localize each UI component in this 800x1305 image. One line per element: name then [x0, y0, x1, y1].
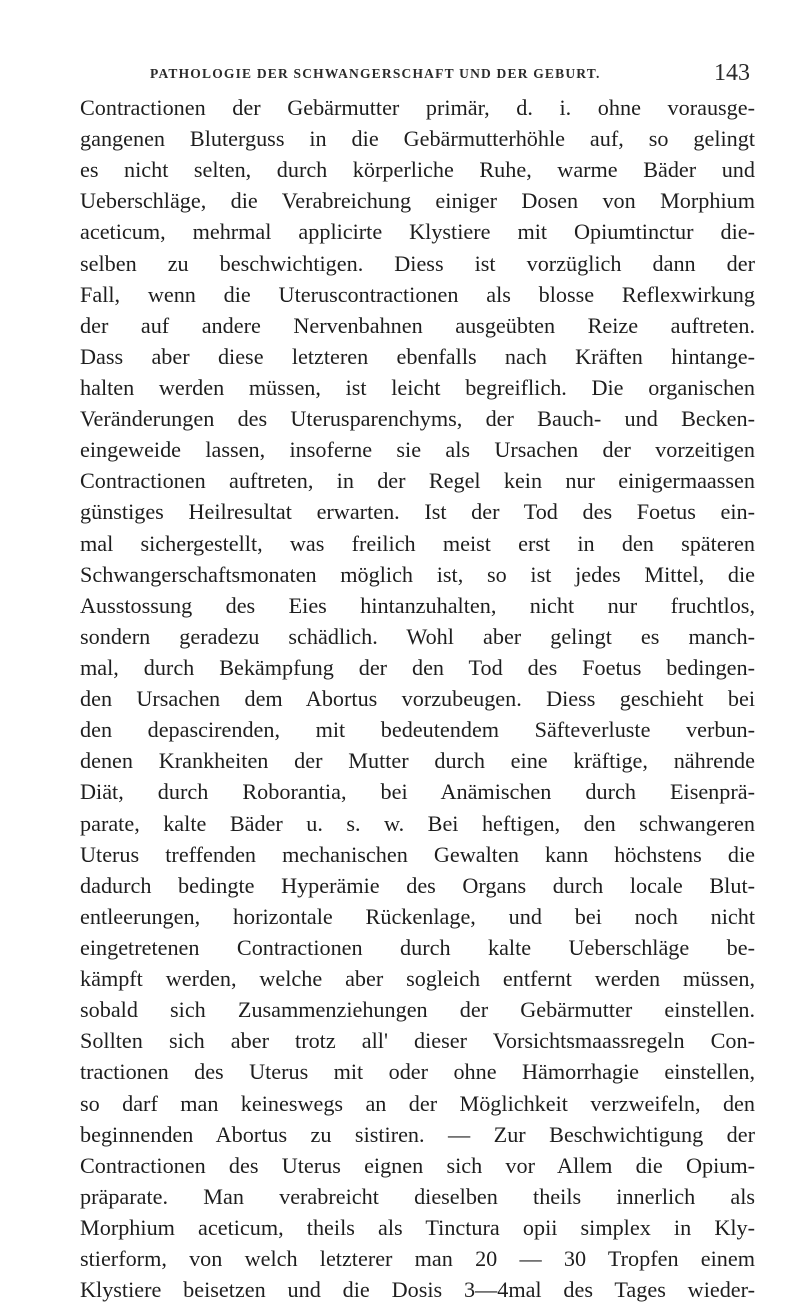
text-line: sobald sich Zusammenziehungen der Gebärmutter einstellen. [80, 997, 755, 1023]
text-line: tractionen des Uterus mit oder ohne Hämorrhagie einstellen, [80, 1059, 755, 1085]
text-line: Uterus treffenden mechanischen Gewalten kann höchstens die [80, 841, 755, 867]
text-line: Schwangerschaftsmonaten möglich ist, so ist jedes Mittel, die [80, 561, 755, 587]
page-header [150, 60, 750, 94]
text-line: günstiges Heilresultat erwarten. Ist der Tod des Foetus ein- [80, 499, 755, 525]
text-line: Fall, wenn die Uteruscontractionen als blosse Reflexwirkung [80, 281, 755, 307]
text-line: sondern geradezu schädlich. Wohl aber gelingt es manch- [80, 623, 755, 649]
text-line: dadurch bedingte Hyperämie des Organs durch locale Blut- [80, 872, 755, 898]
text-line: präparate. Man verabreicht dieselben theils innerlich als [80, 1183, 755, 1209]
text-line: mal sichergestellt, was freilich meist erst in den späteren [80, 530, 755, 556]
text-line: entleerungen, horizontale Rückenlage, und bei noch nicht [80, 903, 755, 929]
text-line: aceticum, mehrmal applicirte Klystiere mit Opiumtinctur die- [80, 219, 755, 245]
text-line: halten werden müssen, ist leicht begreiflich. Die organischen [80, 374, 755, 400]
text-line: beginnenden Abortus zu sistiren. — Zur Beschwichtigung der [80, 1121, 755, 1147]
text-line: Contractionen auftreten, in der Regel kein nur einigermaassen [80, 468, 755, 494]
text-line: den depascirenden, mit bedeutendem Säfteverluste verbun- [80, 717, 755, 743]
text-line: Contractionen der Gebärmutter primär, d. i. ohne vorausge- [80, 95, 755, 120]
text-line: parate, kalte Bäder u. s. w. Bei heftigen, den schwangeren [80, 810, 755, 836]
body-text [80, 92, 755, 1305]
text-line: Diät, durch Roborantia, bei Anämischen durch Eisenprä- [80, 779, 755, 805]
text-line: Klystiere beisetzen und die Dosis 3—4mal des Tages wieder- [80, 1277, 755, 1303]
text-line: Dass aber diese letzteren ebenfalls nach Kräften hintange- [80, 343, 755, 369]
page-number: 143 [714, 60, 750, 86]
text-line: denen Krankheiten der Mutter durch eine kräftige, nährende [80, 748, 755, 774]
text-line: Sollten sich aber trotz all' dieser Vorsichtsmaassregeln Con- [80, 1028, 755, 1054]
text-line: kämpft werden, welche aber sogleich entfernt werden müssen, [80, 966, 755, 992]
text-line: es nicht selten, durch körperliche Ruhe, warme Bäder und [80, 157, 755, 183]
text-line: Ueberschläge, die Verabreichung einiger Dosen von Morphium [80, 188, 755, 214]
text-line: mal, durch Bekämpfung der den Tod des Foetus bedingen- [80, 654, 755, 680]
text-line: Morphium aceticum, theils als Tinctura opii simplex in Kly- [80, 1214, 755, 1240]
text-line: der auf andere Nervenbahnen ausgeübten Reize auftreten. [80, 312, 755, 338]
text-line: Contractionen des Uterus eignen sich vor Allem die Opium- [80, 1152, 755, 1178]
text-line: Ausstossung des Eies hintanzuhalten, nicht nur fruchtlos, [80, 592, 755, 618]
text-line: so darf man keineswegs an der Möglichkeit verzweifeln, den [80, 1090, 755, 1116]
text-line: selben zu beschwichtigen. Diess ist vorzüglich dann der [80, 250, 755, 276]
text-line: eingeweide lassen, insoferne sie als Ursachen der vorzeitigen [80, 437, 755, 463]
running-head: PATHOLOGIE DER SCHWANGERSCHAFT UND DER GEBURT. [150, 66, 601, 81]
text-line: den Ursachen dem Abortus vorzubeugen. Diess geschieht bei [80, 686, 755, 712]
text-line: eingetretenen Contractionen durch kalte Ueberschläge be- [80, 934, 755, 960]
text-line: gangenen Bluterguss in die Gebärmutterhöhle auf, so gelingt [80, 126, 755, 152]
text-line: Veränderungen des Uterusparenchyms, der Bauch- und Becken- [80, 406, 755, 432]
text-line: stierform, von welch letzterer man 20 — 30 Tropfen einem [80, 1246, 755, 1272]
